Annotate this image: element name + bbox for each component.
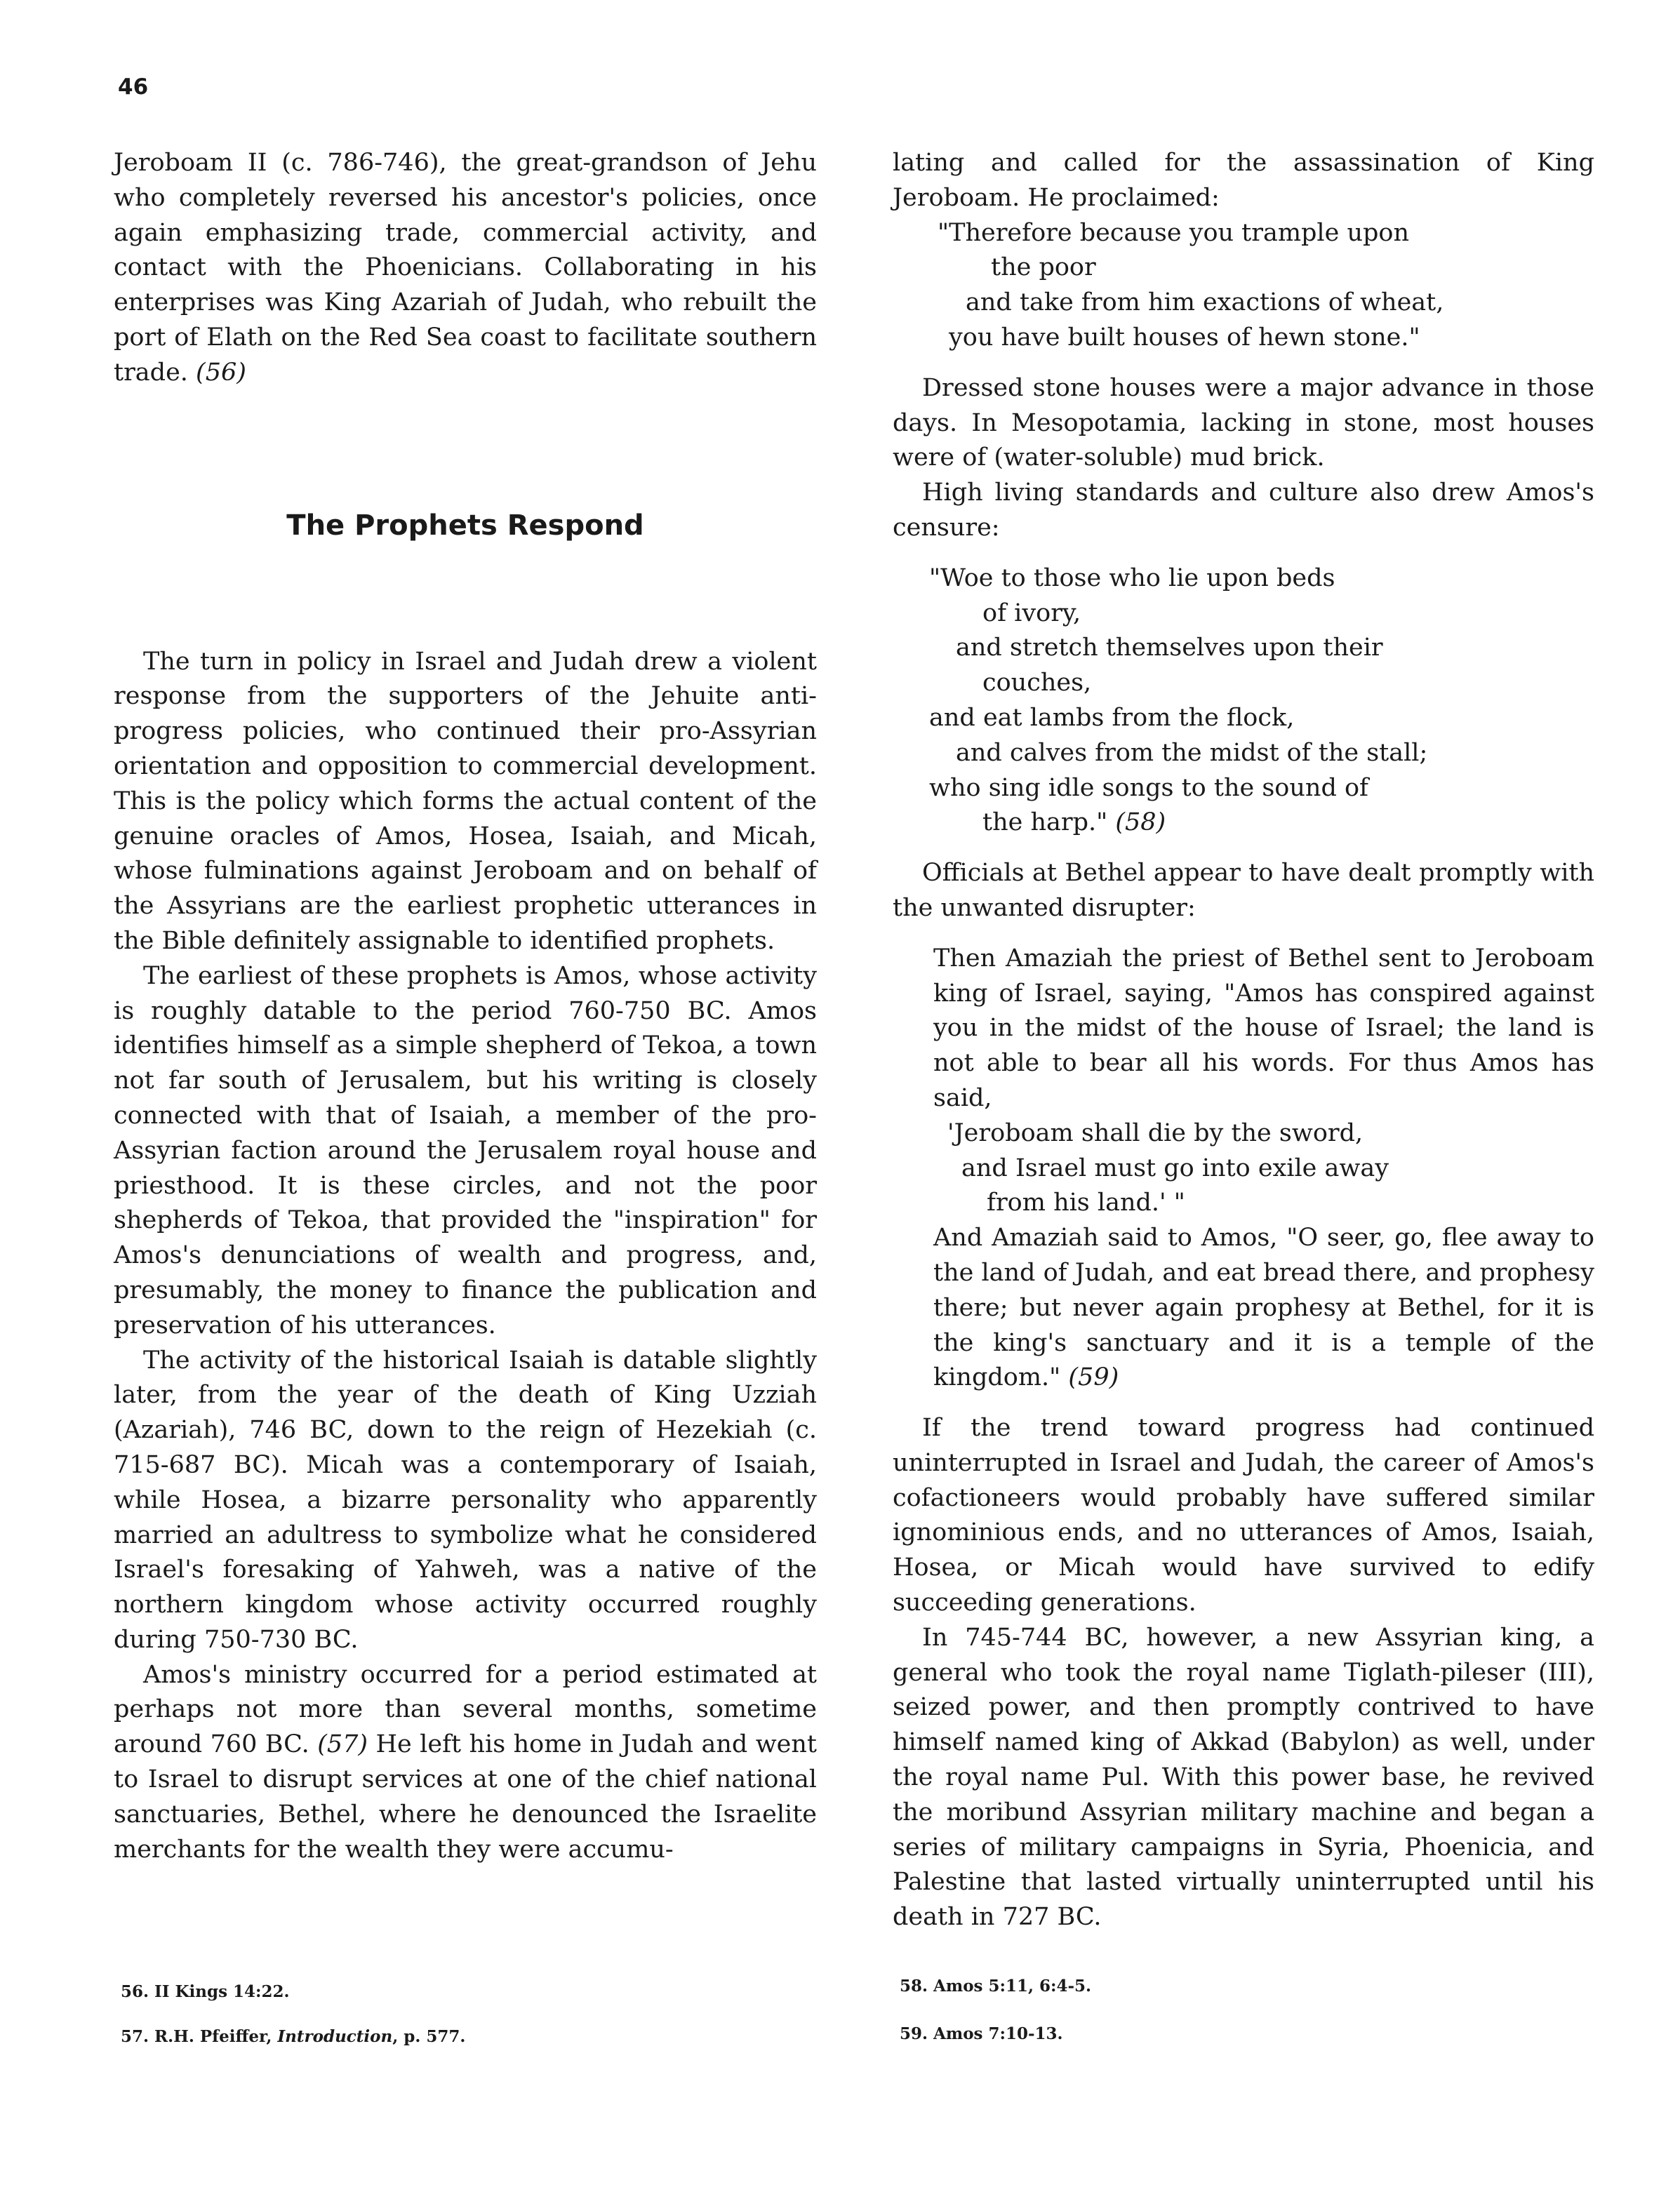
verse-line: couches, xyxy=(982,669,1092,697)
verse-block xyxy=(929,561,1594,841)
right-column xyxy=(893,146,1594,1935)
paragraph: High living standards and culture also drew Amos's censure: xyxy=(893,479,1594,542)
quote-paragraph: Then Amaziah the priest of Bethel sent to Jeroboam king of Israel, saying, "Amos has conspired against you in the midst of the house of Israel; the land is not able to bear all his words. For thus Amos has said, xyxy=(933,944,1594,1112)
verse-line: and stretch themselves upon their xyxy=(956,634,1383,662)
verse-line: "Woe to those who lie upon beds xyxy=(929,563,1335,592)
verse-line: and eat lambs from the flock, xyxy=(929,703,1295,732)
citation: (57) xyxy=(317,1730,368,1759)
verse-line: you have built houses of hewn stone." xyxy=(949,323,1420,352)
citation: (59) xyxy=(1068,1363,1119,1392)
paragraph: Officials at Bethel appear to have dealt promptly with the unwanted disrupter: xyxy=(893,859,1594,922)
footnote-56: 56. II Kings 14:22. xyxy=(121,1982,290,2001)
citation: (58) xyxy=(1115,808,1166,837)
paragraph: The earliest of these prophets is Amos, whose activity is roughly datable to the period 760-750 BC. Amos identifies himself as a simple shepherd of Tekoa, a town not far south of Jerusalem, but his writing is closely connected with that of Isaiah, a member of the pro-Assyrian faction around the Jerusalem royal house and priesthood. It is these circles, and not the poor shepherds of Tekoa, that provided the "inspiration" for Amos's denunciations of wealth and progress, and, presumably, the money to finance the publication and preservation of his utterances. xyxy=(114,961,817,1339)
left-column xyxy=(114,146,817,1867)
verse-line: who sing idle songs to the sound of xyxy=(929,773,1369,802)
paragraph: In 745-744 BC, however, a new Assyrian king, a general who took the royal name Tiglath-pileser (III), seized power, and then promptly contrived to have himself named king of Akkad (Babylon) as well, under the royal name Pul. With this power base, he revived the moribund Assyrian military machine and began a series of military campaigns in Syria, Phoenicia, and Palestine that lasted virtually uninterrupted until his death in 727 BC. xyxy=(893,1623,1594,1932)
paragraph: Jeroboam II (c. 786-746), the great-grandson of Jehu who completely reversed his ancestor's policies, once again emphasizing trade, commercial activity, and contact with the Phoenicians. Collaborating in his enterprises was King Azariah of Judah, who rebuilt the port of Elath on the Red Sea coast to facilitate southern trade. (56) xyxy=(114,149,817,387)
footnote-59: 59. Amos 7:10-13. xyxy=(900,2024,1063,2043)
section-heading: The Prophets Respond xyxy=(286,509,644,542)
paragraph: If the trend toward progress had continued uninterrupted in Israel and Judah, the career of Amos's cofactioneers would probably have suffered similar ignominious ends, and no utterances of Amos, Isaiah, Hosea, or Micah would have survived to edify succeeding generations. xyxy=(893,1414,1594,1617)
verse-block xyxy=(938,216,1594,356)
verse-line: and Israel must go into exile away xyxy=(961,1154,1389,1182)
quote-paragraph: And Amaziah said to Amos, "O seer, go, flee away to the land of Judah, and eat bread there, and prophesy there; but never again prophesy at Bethel, for it is the king's sanctuary and it is a temple of the kingdom." (59) xyxy=(933,1224,1594,1392)
footnote-58: 58. Amos 5:11, 6:4-5. xyxy=(900,1977,1092,1996)
paragraph: The activity of the historical Isaiah is datable slightly later, from the year of the death of King Uzziah (Azariah), 746 BC, down to the reign of Hezekiah (c. 715-687 BC). Micah was a contemporary of Isaiah, while Hosea, a bizarre personality who apparently married an adultress to symbolize what he considered Israel's foresaking of Yahweh, was a native of the northern kingdom whose activity occurred roughly during 750-730 BC. xyxy=(114,1346,817,1654)
paragraph: Dressed stone houses were a major advance in those days. In Mesopotamia, lacking in stone, most houses were of (water-soluble) mud brick. xyxy=(893,373,1594,472)
paragraph: lating and called for the assassination of King Jeroboam. He proclaimed: xyxy=(893,149,1594,212)
paragraph: The turn in policy in Israel and Judah drew a violent response from the supporters of the Jehuite anti-progress policies, who continued their pro-Assyrian orientation and opposition to commercial development. This is the policy which forms the actual content of the genuine oracles of Amos, Hosea, Isaiah, and Micah, whose fulminations against Jeroboam and on behalf of the Assyrians are the earliest prophetic utterances in the Bible definitely assignable to identified prophets. xyxy=(114,647,817,955)
verse-line: and take from him exactions of wheat, xyxy=(966,288,1444,317)
verse-block xyxy=(947,1116,1594,1221)
verse-line: 'Jeroboam shall die by the sword, xyxy=(947,1118,1364,1147)
verse-line: the poor xyxy=(991,253,1096,282)
paragraph: Amos's ministry occurred for a period estimated at perhaps not more than several months, sometime around 760 BC. (57) He left his home in Judah and went to Israel to disrupt services at one of the chief national sanctuaries, Bethel, where he denounced the Israelite merchants for the wealth they were accumu- xyxy=(114,1660,817,1864)
verse-line: of ivory, xyxy=(982,599,1081,627)
verse-line: and calves from the midst of the stall; xyxy=(956,738,1428,767)
verse-line: "Therefore because you trample upon xyxy=(938,218,1410,247)
verse-line: the harp." (58) xyxy=(982,808,1166,837)
block-quote xyxy=(933,942,1594,1396)
footnote-57: 57. R.H. Pfeiffer, Introduction, p. 577. xyxy=(121,2027,466,2046)
page-number: 46 xyxy=(118,74,149,100)
citation: (56) xyxy=(196,358,246,387)
verse-line: from his land.' " xyxy=(987,1189,1185,1217)
